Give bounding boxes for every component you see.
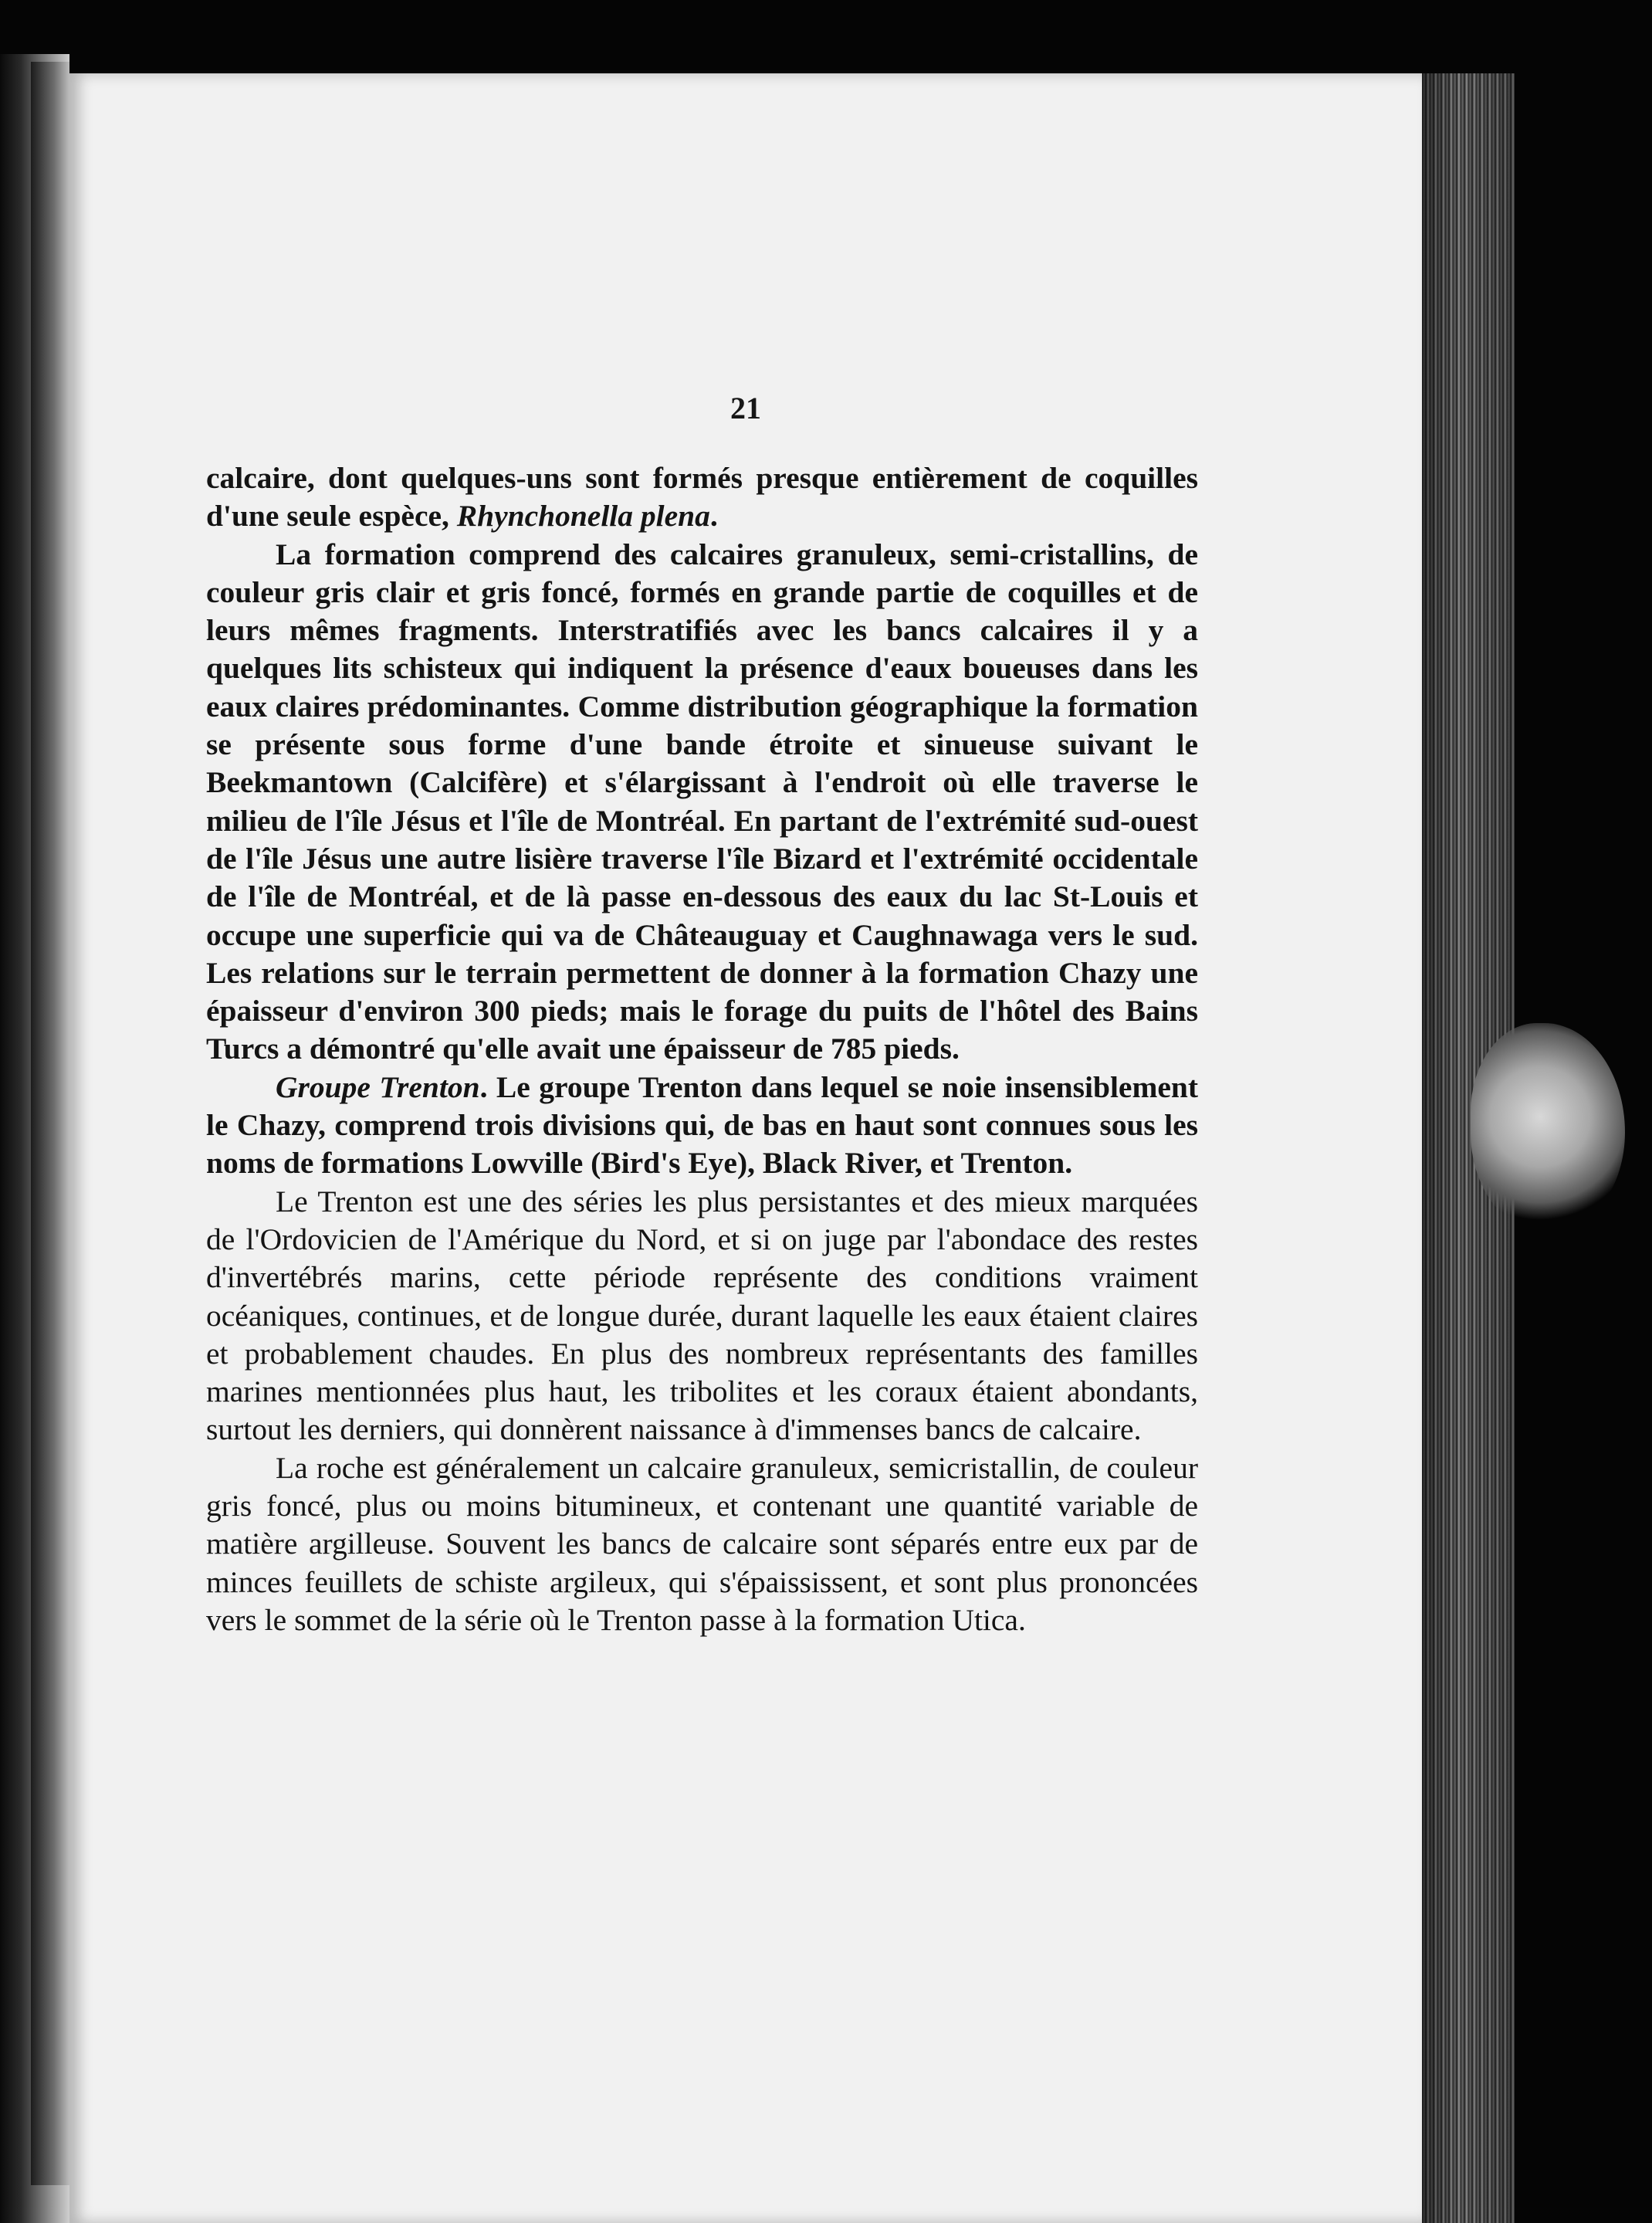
page-number: 21 (730, 391, 761, 425)
page-body (206, 459, 1198, 1639)
paragraph-4-text: Le Trenton est une des séries les plus persistantes et des mieux marquées de l'Ordovicien de l'Amérique du Nord, et si on juge par l'abondace des restes d'invertébrés marins, cette période représente des conditions vraiment océaniques, continues, et de longue durée, durant laquelle les eaux étaient claires et probablement chaudes. En plus des nombreux représentants des familles marines mentionnées plus haut, les tribolites et les coraux étaient abondants, surtout les derniers, qui donnèrent naissance à d'immenses bancs de calcaire. (206, 1184, 1198, 1447)
paragraph-3-text: . Le groupe Trenton dans lequel se noie insensiblement le Chazy, comprend trois divisions qui, de bas en haut sont connues sous les noms de formations Lowville (Bird's Eye), Black River, et Trenton. (206, 1069, 1199, 1181)
paragraph-3 (206, 1069, 1198, 1183)
paragraph-5 (206, 1449, 1198, 1639)
paragraph-1-text: calcaire, dont quelques-uns sont formés presque entièrement de coquilles d'une seule espèce, (206, 461, 1198, 534)
paragraph-1-end: . (709, 499, 718, 534)
paragraph-2 (206, 536, 1198, 1069)
paragraph-4 (206, 1183, 1198, 1449)
section-heading-groupe-trenton: Groupe Trenton (276, 1069, 480, 1104)
paragraph-2-text: La formation comprend des calcaires granuleux, semi-cristallins, de couleur gris clair et gris foncé, formés en grande partie de coquilles et de leurs mêmes fragments. Interstratifiés avec les bancs calcaires il y a quelques lits schisteux qui indiquent la présence d'eaux boueuses dans les eaux claires prédominantes. Comme distribution géographique la formation se présente sous forme d'une bande étroite et sinueuse suivant le Beekmantown (Calcifère) et s'élargissant à l'endroit où elle traverse le milieu de l'île Jésus et l'île de Montréal. En partant de l'extrémité sud-ouest de l'île Jésus une autre lisière traverse l'île Bizard et l'extrémité occidentale de l'île de Montréal, et de là passe en-dessous des eaux du lac St-Louis et occupe une superficie qui va de Châteauguay et Caughnawaga vers le sud. Les relations sur le terrain permettent de donner à la formation Chazy une épaisseur d'environ 300 pieds; mais le forage du puits de l'hôtel des Bains Turcs a démontré qu'elle avait une épaisseur de 785 pieds. (206, 537, 1198, 1066)
species-name: Rhynchonella plena (456, 499, 710, 534)
paragraph-1 (206, 459, 1198, 536)
paragraph-5-text: La roche est généralement un calcaire granuleux, semicristallin, de couleur gris foncé, plus ou moins bitumineux, et contenant une quantité variable de matière argilleuse. Souvent les bancs de calcaire sont séparés entre eux par de minces feuillets de schiste argileux, qui s'épaississent, et sont plus prononcées vers le sommet de la série où le Trenton passe à la formation Utica. (206, 1450, 1198, 1637)
facing-page-strip (31, 62, 69, 2185)
book-page (69, 73, 1422, 2223)
